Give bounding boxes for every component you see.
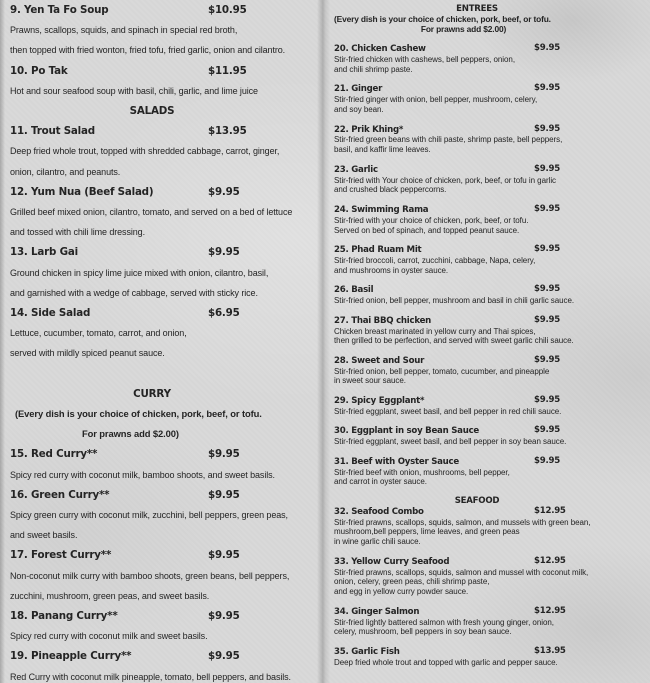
item-name: 21. Ginger [334, 84, 383, 95]
item-title-row [10, 61, 320, 81]
item-desc-line: Stir-fried with your choice of chicken, pork, beef, or tofu. [334, 215, 529, 225]
item-name: 15. Red Curry** [10, 448, 98, 461]
section-notes [334, 15, 648, 35]
menu-item [334, 125, 648, 155]
menu-item [10, 646, 320, 683]
item-name: 32. Seafood Combo [334, 506, 424, 517]
item-price: $9.95 [534, 425, 560, 436]
item-price: $9.95 [534, 455, 560, 466]
item-desc-line: and crushed black peppercorns. [334, 185, 447, 195]
item-name: 13. Larb Gai [10, 246, 78, 259]
item-price: $11.95 [208, 64, 247, 77]
menu-section [10, 384, 320, 683]
item-name: 14. Side Salad [10, 307, 91, 320]
item-name: 17. Forest Curry** [10, 549, 112, 562]
item-desc-line: then topped with fried wonton, fried tofu, fried garlic, onion and cilantro. [10, 45, 286, 56]
item-title-row [10, 303, 320, 323]
item-title-row [10, 545, 320, 565]
item-price: $12.95 [534, 605, 566, 616]
item-title-row [334, 647, 648, 658]
item-title-row [334, 245, 648, 256]
item-price: $9.95 [534, 123, 560, 134]
item-title-row [10, 485, 320, 505]
item-price: $9.95 [534, 203, 560, 214]
item-price: $9.95 [208, 610, 240, 623]
item-desc-line: Stir-fried beef with onion, mushrooms, bell pepper, [334, 467, 510, 477]
item-name: 9. Yen Ta Fo Soup [10, 4, 109, 16]
item-desc-line: Deep fried whole trout, topped with shredded cabbage, carrot, ginger, [10, 146, 280, 157]
item-name: 16. Green Curry** [10, 488, 110, 501]
section-note-line: For prawns add $2.00) [420, 23, 507, 34]
item-desc-line: Stir-fried eggplant, sweet basil, and bell pepper in soy bean sauce. [334, 437, 567, 447]
item-desc-line: Deep fried whole trout and topped with garlic and pepper sauce. [334, 657, 558, 667]
menu-item [334, 245, 648, 275]
item-name: 20. Chicken Cashew [334, 44, 426, 55]
item-name: 27. Thai BBQ chicken [334, 315, 432, 326]
item-price: $12.95 [534, 505, 566, 516]
item-title-row [334, 125, 648, 136]
item-name: 10. Po Tak [10, 64, 68, 77]
item-desc-line: Stir-fried prawns, scallops, squids, salmon and mussel with coconut milk, [334, 567, 589, 577]
item-name: 35. Garlic Fish [334, 647, 400, 657]
item-desc-line: onion, celery, green peas, chili shrimp paste, [334, 577, 490, 587]
menu-item [334, 426, 648, 447]
item-desc-line: onion, cilantro, and peanuts. [10, 166, 121, 177]
item-desc-line: Stir-fried onion, bell pepper, mushroom and basil in chili garlic sauce. [334, 296, 575, 306]
item-name: 34. Ginger Salmon [334, 606, 420, 617]
item-price: $10.95 [208, 4, 247, 16]
menu-item [10, 242, 320, 303]
menu-item [334, 165, 648, 195]
item-title-row [10, 444, 320, 464]
item-desc-line: Grilled beef mixed onion, cilantro, tomato, and served on a bed of lettuce [10, 207, 293, 218]
section-notes [10, 404, 320, 444]
menu-item [10, 444, 320, 484]
menu-column-left [0, 0, 320, 683]
menu-item [10, 0, 320, 61]
item-title-row [334, 165, 648, 176]
item-desc-line: served with mildly spiced peanut sauce. [10, 348, 165, 359]
menu-column-right [329, 0, 650, 668]
menu-item [334, 607, 648, 637]
section-header: ENTREES [456, 4, 498, 14]
item-title-row [10, 242, 320, 262]
menu-item [334, 316, 648, 346]
item-title-row [10, 121, 320, 141]
item-price: $9.95 [208, 650, 240, 663]
section-note-line: For prawns add $2.00) [82, 428, 179, 440]
item-name: 33. Yellow Curry Seafood [334, 556, 450, 567]
item-desc-line: Stir-fried green beans with chili paste, shrimp paste, bell peppers, [334, 135, 563, 145]
item-desc-line: basil, and kaffir lime leaves. [334, 145, 431, 155]
menu-item [10, 303, 320, 364]
item-name: 18. Panang Curry** [10, 610, 118, 623]
item-desc-line: Stir-fried broccoli, carrot, zucchini, cabbage, Napa, celery, [334, 255, 536, 265]
section-header: SALADS [129, 105, 175, 118]
item-desc-line: Red Curry with coconut milk pineapple, tomato, bell peppers, and basils. [10, 671, 291, 682]
menu-section [10, 0, 320, 101]
section-note-line: (Every dish is your choice of chicken, pork, beef, or tofu. [334, 13, 551, 24]
item-desc-line: Prawns, scallops, squids, and spinach in special red broth, [10, 25, 238, 36]
item-name: 19. Pineapple Curry** [10, 650, 132, 663]
section-header: SEAFOOD [454, 496, 500, 507]
item-title-row [334, 507, 648, 518]
item-title-row [334, 607, 648, 618]
menu-item [10, 182, 320, 243]
item-title-row [334, 44, 648, 55]
item-desc-line: then grilled to be perfection, and served with sweet garlic chili sauce. [334, 336, 574, 346]
item-desc-line: and garnished with a wedge of cabbage, served with sticky rice. [10, 287, 258, 298]
item-desc-line: Spicy red curry with coconut milk, bamboo shoots, and sweet basils. [10, 469, 275, 480]
item-price: $9.95 [208, 448, 240, 461]
item-title-row [334, 457, 648, 468]
item-name: 24. Swimming Rama [334, 204, 429, 215]
item-name: 28. Sweet and Sour [334, 355, 425, 366]
item-desc-line: Stir-fried chicken with cashews, bell peppers, onion, [334, 54, 515, 64]
menu-item [10, 61, 320, 101]
section-note-line: (Every dish is your choice of chicken, pork, beef, or tofu. [15, 408, 262, 420]
item-name: 22. Prik Khing* [334, 124, 404, 135]
item-desc-line: Hot and sour seafood soup with basil, chili, garlic, and lime juice [10, 85, 258, 96]
item-title-row [334, 557, 648, 568]
item-price: $9.95 [534, 354, 560, 365]
item-price: $9.95 [208, 549, 240, 562]
item-name: 23. Garlic [334, 164, 378, 175]
item-desc-line: Non-coconut milk curry with bamboo shoots, green beans, bell peppers, [10, 570, 290, 581]
item-desc-line: and chili shrimp paste. [334, 64, 413, 74]
item-price: $9.95 [208, 488, 240, 501]
item-desc-line: and sweet basils. [10, 530, 78, 541]
menu-item [334, 457, 648, 487]
item-title-row [10, 0, 320, 20]
menu-item [334, 557, 648, 597]
menu-item [10, 485, 320, 546]
item-desc-line: Lettuce, cucumber, tomato, carrot, and onion, [10, 328, 187, 339]
item-price: $9.95 [534, 395, 560, 406]
item-name: 30. Eggplant in soy Bean Sauce [334, 426, 479, 437]
menu-item [10, 606, 320, 646]
item-price: $9.95 [534, 43, 560, 54]
item-title-row [334, 426, 648, 437]
item-price: $13.95 [534, 646, 566, 656]
menu-section [10, 101, 320, 364]
section-header: CURRY [133, 387, 171, 400]
item-price: $9.95 [534, 244, 560, 255]
item-title-row [334, 316, 648, 327]
item-name: 25. Phad Ruam Mit [334, 245, 422, 256]
item-price: $9.95 [534, 284, 560, 295]
menu-item [10, 545, 320, 606]
item-desc-line: Ground chicken in spicy lime juice mixed with onion, cilantro, basil, [10, 267, 269, 278]
item-desc-line: and tossed with chili lime dressing. [10, 227, 145, 238]
menu-item [10, 121, 320, 182]
menu-item [334, 84, 648, 114]
item-desc-line: celery, mushroom, bell peppers in soy bean sauce. [334, 627, 512, 637]
item-desc-line: Stir-fried lightly battered salmon with fresh young ginger, onion, [334, 617, 554, 627]
item-name: 29. Spicy Eggplant* [334, 396, 425, 407]
item-title-row [10, 646, 320, 666]
item-price: $9.95 [208, 185, 240, 198]
item-desc-line: Stir-fried onion, bell pepper, tomato, cucumber, and pineapple [334, 366, 550, 376]
item-desc-line: and carrot in oyster sauce. [334, 477, 427, 487]
item-price: $9.95 [208, 246, 240, 259]
item-desc-line: and mushrooms in oyster sauce. [334, 265, 449, 275]
item-name: 12. Yum Nua (Beef Salad) [10, 185, 154, 198]
item-title-row [334, 205, 648, 216]
item-price: $6.95 [208, 307, 240, 320]
item-price: $9.95 [534, 83, 560, 94]
item-price: $13.95 [208, 125, 247, 138]
item-desc-line: zucchini, mushroom, green peas, and sweet basils. [10, 590, 210, 601]
menu-item [334, 205, 648, 235]
item-desc-line: Stir-fried ginger with onion, bell pepper, mushroom, celery, [334, 95, 538, 105]
item-price: $9.95 [534, 314, 560, 325]
item-title-row [10, 606, 320, 626]
menu-item [334, 44, 648, 74]
item-desc-line: and soy bean. [334, 104, 384, 114]
item-name: 11. Trout Salad [10, 125, 95, 138]
item-title-row [334, 356, 648, 367]
item-desc-line: Stir-fried with Your choice of chicken, pork, beef, or tofu in garlic [334, 175, 556, 185]
item-name: 26. Basil [334, 285, 374, 296]
item-desc-line: Served on bed of spinach, and topped peanut sauce. [334, 225, 520, 235]
menu-item [334, 356, 648, 386]
menu-item [334, 647, 648, 668]
item-title-row [334, 84, 648, 95]
item-title-row [334, 285, 648, 296]
item-title-row [334, 396, 648, 407]
item-price: $12.95 [534, 555, 566, 566]
item-desc-line: and egg in yellow curry powder sauce. [334, 587, 469, 597]
item-desc-line: in sweet sour sauce. [334, 376, 406, 386]
item-desc-line: Chicken breast marinated in yellow curry and Thai spices, [334, 326, 536, 336]
menu-item [334, 396, 648, 417]
menu-section [334, 5, 648, 487]
item-desc-line: Stir-fried prawns, scallops, squids, salmon, and mussels with green bean, [334, 517, 591, 527]
item-price: $9.95 [534, 163, 560, 174]
menu-item [334, 507, 648, 547]
item-desc-line: mushroom,bell peppers, lime leaves, and green peas [334, 527, 520, 537]
item-desc-line: Spicy red curry with coconut milk and sweet basils. [10, 631, 208, 642]
item-desc-line: Spicy green curry with coconut milk, zucchini, bell peppers, green peas, [10, 510, 288, 521]
item-title-row [10, 182, 320, 202]
item-desc-line: in wine garlic chili sauce. [334, 537, 421, 547]
menu-section [334, 497, 648, 668]
item-desc-line: Stir-fried eggplant, sweet basil, and bell pepper in red chili sauce. [334, 406, 562, 416]
menu-item [334, 285, 648, 306]
item-name: 31. Beef with Oyster Sauce [334, 456, 459, 467]
